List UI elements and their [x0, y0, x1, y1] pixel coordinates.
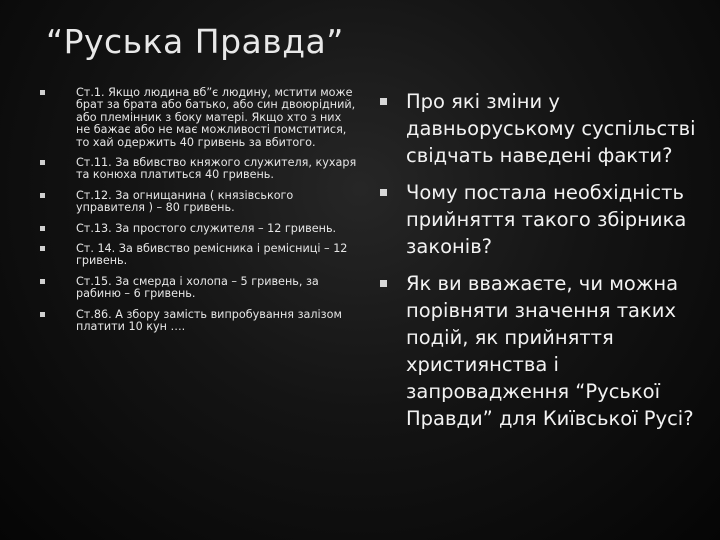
square-bullet-icon [40, 90, 45, 95]
article-item [40, 276, 358, 301]
square-bullet-icon [40, 160, 45, 165]
article-text: Ст.11. За вбивство княжого служителя, кухаря та конюха платиться 40 гривень. [76, 156, 357, 182]
slide-title: “Руська Правда” [46, 22, 344, 61]
question-text: Як ви вважаєте, чи можна порівняти значення таких подій, як прийняття християнства і запровадження “Руської Правди” для Київської Русі? [406, 272, 694, 430]
square-bullet-icon [40, 312, 45, 317]
square-bullet-icon [40, 193, 45, 198]
article-item [40, 309, 358, 334]
article-text: Ст.86. А збору замість випробування залізом платити 10 кун …. [76, 307, 342, 334]
question-text: Про які зміни у давньоруському суспільстві свідчать наведені факти? [406, 90, 696, 167]
article-text: Ст.1. Якщо людина вб”є людину, мстити може брат за брата або батько, або син двоюрідний, або племінник з боку матері. Якщо хто з них не бажає або не має можливості помститися, то хай одержить 40 гривень за вбитого. [76, 86, 356, 149]
article-item [40, 87, 358, 149]
article-item [40, 223, 358, 235]
square-bullet-icon [40, 279, 45, 284]
square-bullet-icon [380, 189, 387, 196]
article-text: Ст.12. За огнищанина ( князівського управителя ) – 80 гривень. [76, 188, 294, 215]
question-item [380, 88, 710, 169]
article-text: Ст. 14. За вбивство ремісника і ремісниці – 12 гривень. [76, 242, 348, 268]
questions-list [380, 88, 710, 442]
question-item [380, 270, 710, 432]
square-bullet-icon [380, 98, 387, 105]
article-item [40, 190, 358, 215]
article-text: Ст.13. За простого служителя – 12 гривень. [76, 221, 337, 235]
article-item [40, 157, 358, 182]
question-item [380, 179, 710, 260]
square-bullet-icon [40, 226, 45, 231]
article-text: Ст.15. За смерда і холопа – 5 гривень, за рабиню – 6 гривень. [76, 274, 319, 301]
article-item [40, 243, 358, 268]
question-text: Чому постала необхідність прийняття такого збірника законів? [406, 181, 687, 258]
square-bullet-icon [40, 246, 45, 251]
square-bullet-icon [380, 280, 387, 287]
articles-list [40, 87, 358, 342]
